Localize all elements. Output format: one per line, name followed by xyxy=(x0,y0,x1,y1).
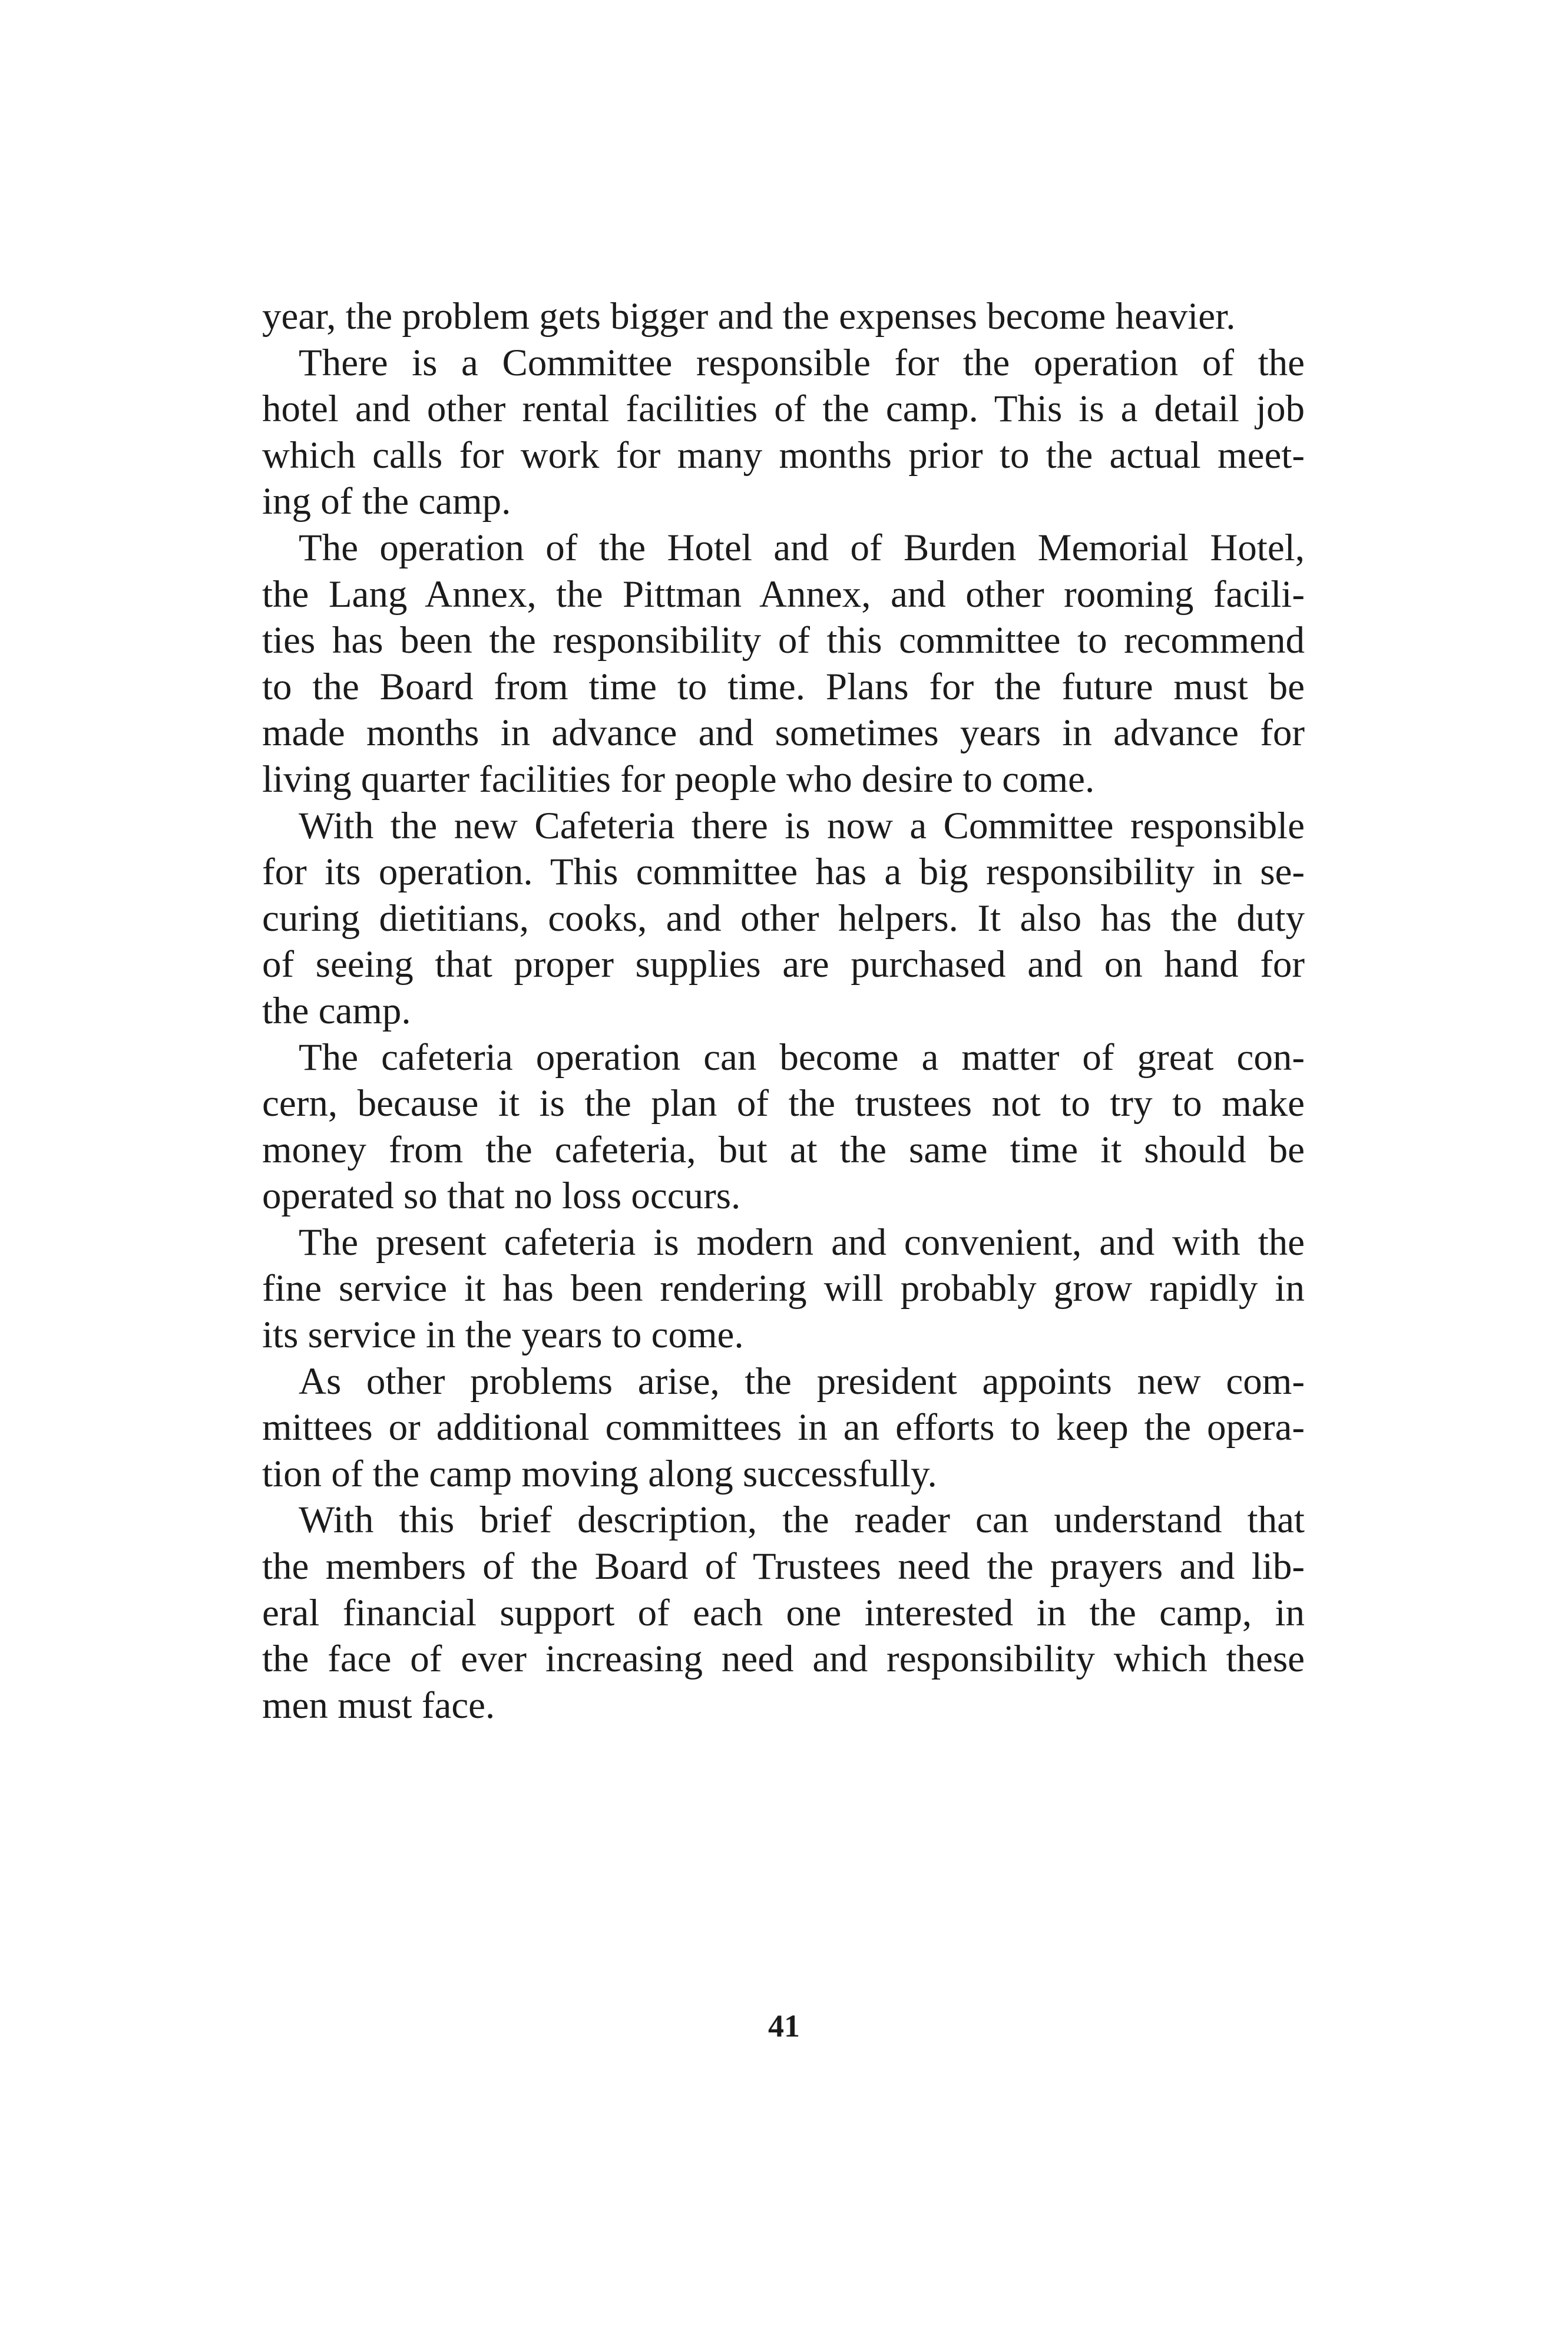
text-line: to the Board from time to time. Plans for the future must be xyxy=(262,665,1305,708)
text-line: men must face. xyxy=(262,1684,495,1727)
text-line: made months in advance and sometimes years in advance for xyxy=(262,712,1305,755)
text-line: operated so that no loss occurs. xyxy=(262,1175,741,1218)
text-line: the camp. xyxy=(262,989,411,1032)
text-line: the members of the Board of Trustees need the prayers and lib- xyxy=(262,1545,1305,1588)
text-line: year, the problem gets bigger and the expenses become heavier. xyxy=(262,295,1236,338)
text-line: living quarter facilities for people who desire to come. xyxy=(262,758,1095,801)
text-line: ing of the camp. xyxy=(262,480,511,523)
text-line: its service in the years to come. xyxy=(262,1314,744,1357)
text-line: With this brief description, the reader can understand that xyxy=(299,1499,1305,1542)
text-line: There is a Committee responsible for the operation of the xyxy=(299,341,1305,384)
text-line: fine service it has been rendering will probably grow rapidly in xyxy=(262,1267,1305,1310)
text-line: which calls for work for many months prior to the actual meet- xyxy=(262,434,1305,477)
text-line: With the new Cafeteria there is now a Committee responsible xyxy=(299,804,1305,847)
text-line: money from the cafeteria, but at the same time it should be xyxy=(262,1128,1305,1171)
text-line: for its operation. This committee has a big responsibility in se- xyxy=(262,851,1305,894)
text-line: mittees or additional committees in an efforts to keep the opera- xyxy=(262,1406,1305,1449)
text-line: curing dietitians, cooks, and other helpers. It also has the duty xyxy=(262,897,1305,940)
text-line: eral financial support of each one interested in the camp, in xyxy=(262,1591,1305,1634)
body-text xyxy=(262,293,1305,1728)
text-line: cern, because it is the plan of the trustees not to try to make xyxy=(262,1082,1305,1125)
text-line: the Lang Annex, the Pittman Annex, and other rooming facili- xyxy=(262,573,1305,616)
text-line: The present cafeteria is modern and convenient, and with the xyxy=(299,1221,1305,1264)
text-line: of seeing that proper supplies are purchased and on hand for xyxy=(262,943,1305,986)
text-line: ties has been the responsibility of this committee to recommend xyxy=(262,619,1305,662)
page-number: 41 xyxy=(768,2008,800,2044)
text-line: The operation of the Hotel and of Burden Memorial Hotel, xyxy=(299,526,1305,569)
text-line: hotel and other rental facilities of the camp. This is a detail job xyxy=(262,388,1305,431)
text-line: the face of ever increasing need and responsibility which these xyxy=(262,1638,1305,1681)
text-line: As other problems arise, the president appoints new com- xyxy=(299,1360,1305,1403)
text-line: tion of the camp moving along successfully. xyxy=(262,1452,937,1495)
text-line: The cafeteria operation can become a matter of great con- xyxy=(299,1036,1305,1079)
